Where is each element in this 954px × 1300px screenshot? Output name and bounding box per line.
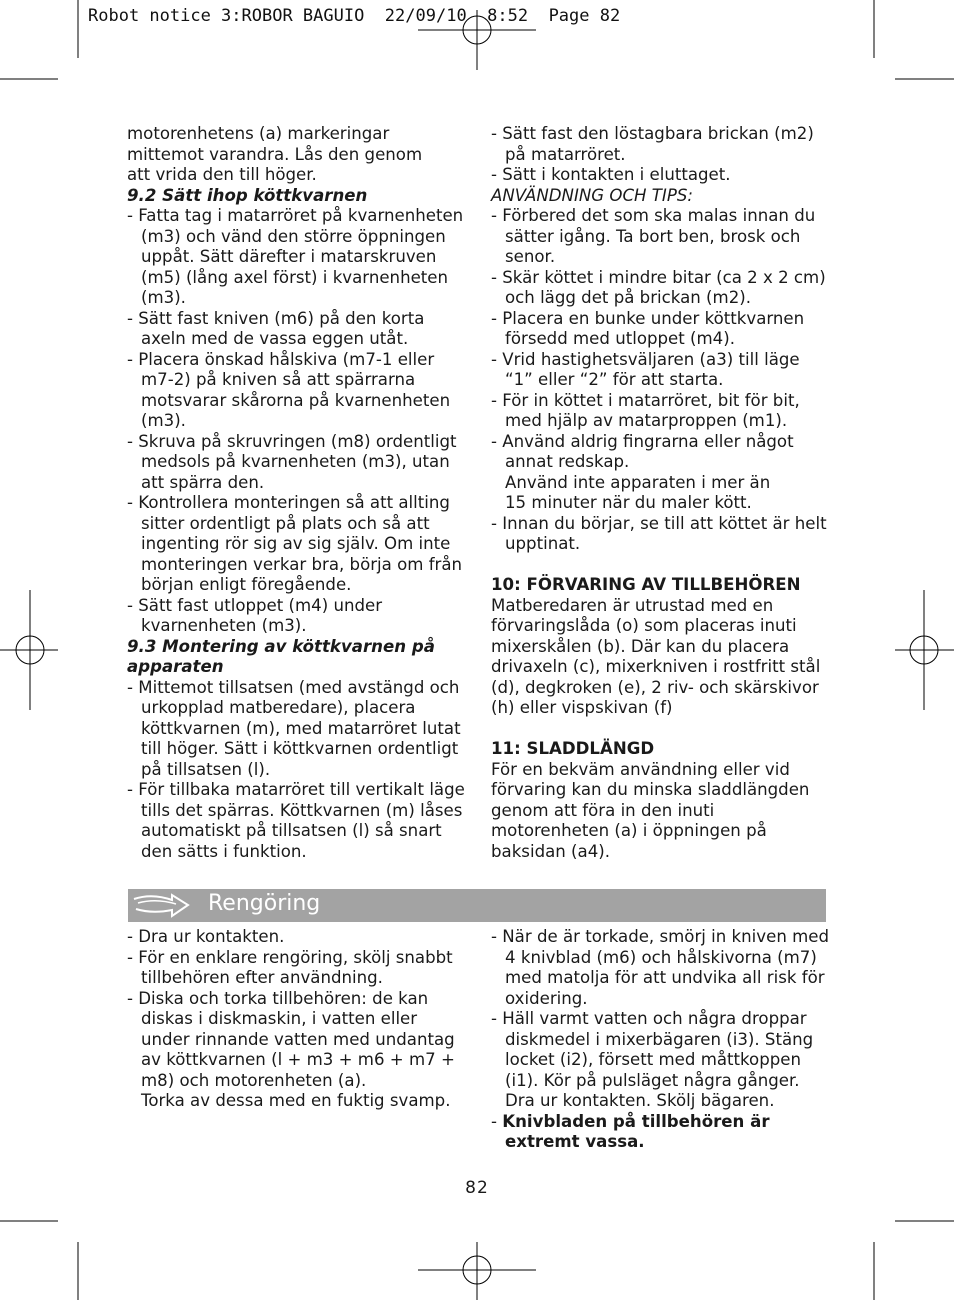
list-item: - Sätt fast kniven (m6) på den korta axeln med de vassa eggen utåt. [127, 308, 425, 348]
list-item: - Fatta tag i matarröret på kvarnenheten (m3) och vänd den större öppningen uppåt. Sätt därefter i matarskruven (m5) (lång axel först) i kvarnenheten (m3). [127, 206, 464, 307]
paragraph: att vrida den till höger. [127, 165, 317, 184]
list-item: - Skär köttet i mindre bitar (ca 2 x 2 cm) och lägg det på brickan (m2). [491, 267, 826, 307]
section-heading: 11: SLADDLÄNGD [491, 739, 655, 758]
list-item: - Diska och torka tillbehören: de kan diskas i diskmaskin, i vatten eller under rinnande vatten med undantag av köttkvarnen (l + m3 + m6 + m7 + m8) och motorenheten (a). [127, 988, 455, 1090]
list-item: - När de är torkade, smörj in kniven med 4 knivblad (m6) och hålskivorna (m7) med matolja för att undvika all risk för oxidering. [491, 927, 830, 1008]
list-item: - Kontrollera monteringen så att allting sitter ordentligt på plats och så att ingenting rör sig av sig själv. Om inte monteringen verkar bra, börja om från början enligt föregående. [127, 493, 463, 594]
list-item: - Förbered det som ska malas innan du sätter igång. Ta bort ben, brosk och senor. [491, 206, 816, 266]
dash-marker: - [491, 1111, 503, 1131]
list-item: - För en enklare rengöring, skölj snabbt tillbehören efter användning. [127, 947, 453, 987]
list-item: - Mittemot tillsatsen (med avstängd och urkopplad matberedare), placera köttkvarnen (m), med matarröret lutat till höger. Sätt i köttkvarnen ordentligt på tillsatsen (l). [127, 677, 461, 779]
list-item: - Använd aldrig fingrarna eller något annat redskap. [491, 431, 794, 471]
list-item: - För in köttet i matarröret, bit för bit, med hjälp av matarproppen (m1). [491, 390, 800, 430]
list-item-continuation: Använd inte apparaten i mer än [505, 472, 771, 492]
spacer [491, 555, 831, 576]
subheading: 9.3 Montering av köttkvarnen på apparaten [127, 636, 435, 676]
list-item: - Innan du börjar, se till att köttet är helt upptinat. [491, 513, 827, 553]
warning-item [491, 1112, 831, 1153]
list-item: - Häll varmt vatten och några droppar diskmedel i mixerbägaren (i3). Stäng locket (i2), försett med måttkoppen (i1). Kör på pulsläget några gånger. Dra ur kontakten. Skölj bägaren. [491, 1009, 814, 1110]
subheading: 9.2 Sätt ihop köttkvarnen [127, 185, 368, 205]
list-item: - Vrid hastighetsväljaren (a3) till läge “1” eller “2” för att starta. [491, 349, 800, 389]
spacer [491, 719, 831, 740]
list-item: - Sätt fast den löstagbara brickan (m2) på matarröret. [491, 124, 814, 164]
list-item: - Skruva på skruvringen (m8) ordentligt medsols på kvarnenheten (m3), utan att spärra den. [127, 431, 457, 492]
left-column [127, 124, 467, 862]
paragraph: mittemot varandra. Lås den genom [127, 144, 423, 164]
list-item: - Sätt fast utloppet (m4) under kvarnenheten (m3). [127, 595, 383, 635]
section-heading: 10: FÖRVARING AV TILLBEHÖREN [491, 575, 801, 594]
print-slug: Robot notice 3:ROBOR BAGUIO 22/09/10 8:52 Page 82 [88, 6, 621, 26]
subheading: ANVÄNDNING OCH TIPS: [491, 185, 693, 205]
list-item: - Sätt i kontakten i eluttaget. [491, 165, 731, 184]
list-item-continuation: 15 minuter när du maler kött. [505, 493, 752, 512]
right-column [491, 124, 831, 862]
section-title: Rengöring [208, 891, 321, 916]
cleaning-left-column [127, 927, 467, 1112]
list-item: - Placera önskad hålskiva (m7-1 eller m7-2) på kniven så att spärrarna motsvarar skårorna på kvarnenheten (m3). [127, 349, 451, 430]
list-item-continuation: Torka av dessa med en fuktig svamp. [141, 1091, 451, 1110]
paragraph: Matberedaren är utrustad med en förvaringslåda (o) som placeras inuti mixerskålen (b). Där kan du placera drivaxeln (c), mixerkniven i rostfritt stål (d), degkroken (e), 2 riv- och skärskivor (h) eller vispskivan (f) [491, 595, 821, 717]
list-item: - För tillbaka matarröret till vertikalt läge tills det spärras. Köttkvarnen (m) låses automatiskt på tillsatsen (l) så snart den sätts i funktion. [127, 780, 465, 861]
paragraph: motorenhetens (a) markeringar [127, 124, 390, 143]
list-item: - Placera en bunke under köttkvarnen försedd med utloppet (m4). [491, 308, 805, 348]
arrow-icon [132, 891, 192, 919]
page-number: 82 [465, 1178, 489, 1198]
cleaning-right-column [491, 927, 831, 1153]
list-item: - Dra ur kontakten. [127, 927, 285, 946]
paragraph: För en bekväm användning eller vid förvaring kan du minska sladdlängden genom att föra in den inuti motorenheten (a) i öppningen på baksidan (a4). [491, 759, 810, 861]
warning-text: Knivbladen på tillbehören är extremt vassa. [502, 1111, 770, 1151]
section-banner [128, 889, 826, 922]
